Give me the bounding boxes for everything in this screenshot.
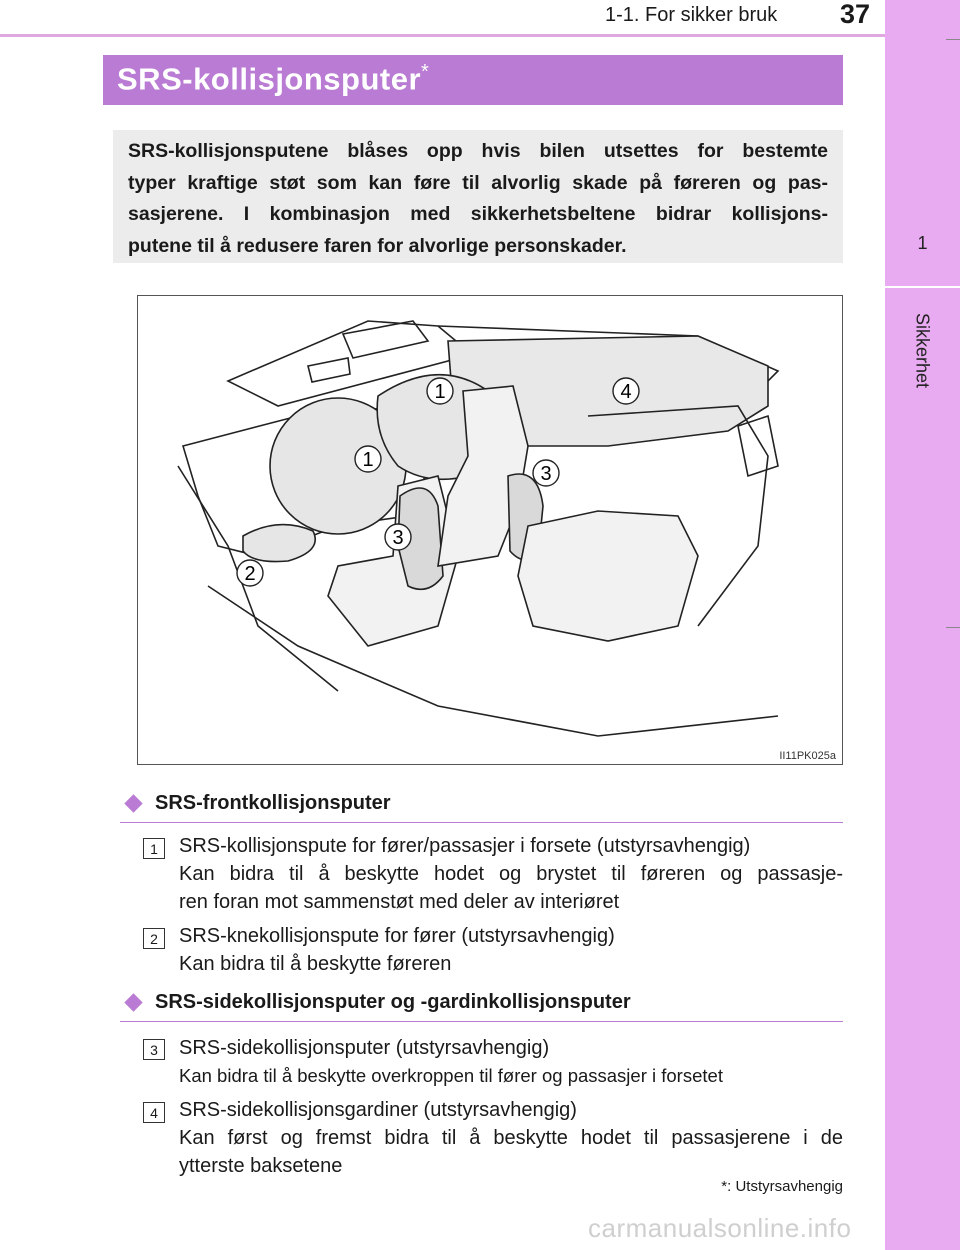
callout-label: 3 xyxy=(540,463,552,485)
airbag-illustration xyxy=(137,295,843,765)
item-line: Kan bidra til å beskytte hodet og brystet til føreren og passasje- xyxy=(179,863,843,885)
footnote-asterisk: * xyxy=(721,1178,728,1195)
figure-code: II11PK025a xyxy=(779,750,836,762)
callout-label: 1 xyxy=(362,449,374,471)
rear-headrest xyxy=(738,416,778,476)
section-divider xyxy=(120,1021,843,1022)
diamond-bullet-icon xyxy=(124,993,142,1011)
section-divider xyxy=(120,822,843,823)
section-heading: SRS-frontkollisjonsputer xyxy=(155,792,391,814)
rear-seat xyxy=(518,511,698,641)
item-line: SRS-kollisjonspute for fører/passasjer i forsete (utstyrsavhengig) xyxy=(179,835,751,857)
item-number-badge: 3 xyxy=(143,1039,165,1060)
callout-label: 3 xyxy=(392,527,404,549)
item-description xyxy=(179,832,843,916)
side-tick-mark xyxy=(946,627,960,628)
floor-line xyxy=(208,586,778,736)
footnote xyxy=(600,1178,843,1195)
item-description xyxy=(179,1034,843,1090)
side-tab-divider xyxy=(885,286,960,288)
intro-line: SRS-kollisjonsputene blåses opp hvis bilen utsettes for bestemte xyxy=(128,140,828,162)
title-text: SRS-kollisjonsputer xyxy=(117,61,422,97)
footnote-text: : Utstyrsavhengig xyxy=(727,1178,843,1195)
car-interior-drawing xyxy=(138,296,842,764)
chapter-side-tab xyxy=(885,0,960,1250)
item-number-badge: 4 xyxy=(143,1102,165,1123)
diamond-bullet-icon xyxy=(124,794,142,812)
knee-airbag xyxy=(243,525,315,562)
intro-line: putene til å redusere faren for alvorlige personskader. xyxy=(128,234,627,257)
section-header: 1-1. For sikker bruk xyxy=(605,4,778,26)
rear-mirror xyxy=(308,358,350,382)
item-number-badge: 1 xyxy=(143,838,165,859)
callout-label: 1 xyxy=(434,381,446,403)
intro-box xyxy=(113,130,843,263)
item-line: Kan først og fremst bidra til å beskytte hodet til passasjerene i de xyxy=(179,1127,843,1149)
title-asterisk: * xyxy=(421,61,430,83)
item-description xyxy=(179,922,843,978)
intro-line: sasjerene. I kombinasjon med sikkerhetsbeltene bidrar kollisjons- xyxy=(128,203,828,225)
intro-line: typer kraftige støt som kan føre til alvorlig skade på føreren og pas- xyxy=(128,171,828,194)
item-line: SRS-sidekollisjonsputer (utstyrsavhengig) xyxy=(179,1037,550,1059)
item-line: Kan bidra til å beskytte føreren xyxy=(179,953,452,975)
page-number: 37 xyxy=(840,0,871,29)
watermark: carmanualsonline.info xyxy=(588,1213,852,1243)
item-number-badge: 2 xyxy=(143,928,165,949)
item-line: SRS-sidekollisjonsgardiner (utstyrsavhengig) xyxy=(179,1099,577,1121)
callout-label: 4 xyxy=(620,381,632,403)
item-line: SRS-knekollisjonspute for fører (utstyrsavhengig) xyxy=(179,925,615,947)
chapter-label: Sikkerhet xyxy=(912,312,933,389)
intro-text xyxy=(128,136,828,262)
item-line: ren foran mot sammenstøt med deler av interiøret xyxy=(179,891,620,913)
item-description xyxy=(179,1096,843,1180)
item-line: Kan bidra til å beskytte overkroppen til fører og passasjer i forsetet xyxy=(179,1065,723,1086)
header-divider xyxy=(0,34,885,37)
title-bar xyxy=(103,55,843,105)
side-tick-mark xyxy=(946,39,960,40)
section-heading: SRS-sidekollisjonsputer og -gardinkollisjonsputer xyxy=(155,991,631,1013)
page-title xyxy=(117,61,429,97)
chapter-number: 1 xyxy=(917,233,928,253)
callout-label: 2 xyxy=(244,563,256,585)
item-line: ytterste baksetene xyxy=(179,1155,343,1177)
